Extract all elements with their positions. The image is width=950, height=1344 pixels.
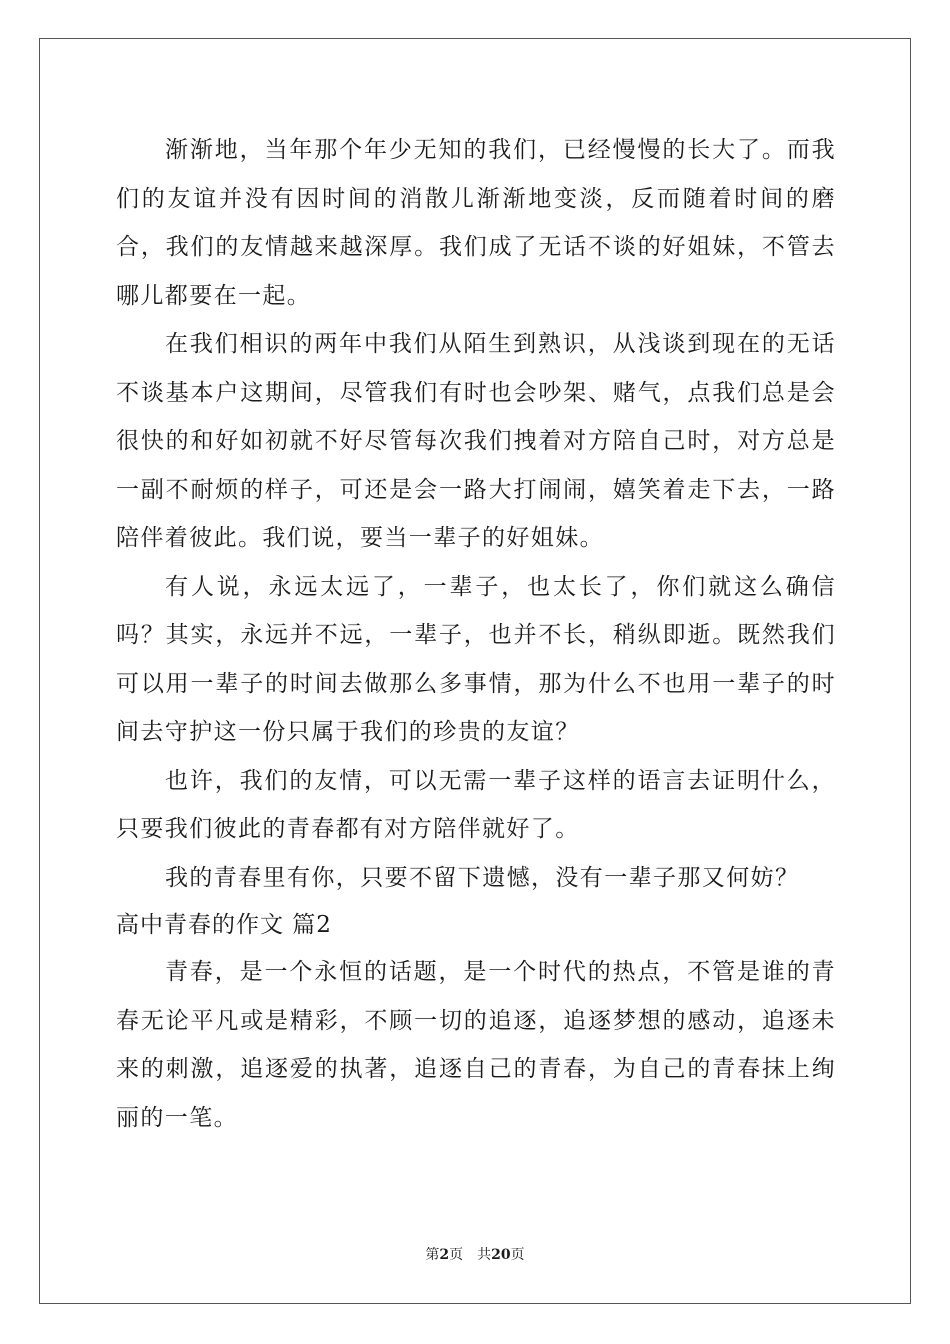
- footer-suffix: 页: [510, 1247, 525, 1263]
- paragraph: 也许，我们的友情，可以无需一辈子这样的语言去证明什么，只要我们彼此的青春都有对方陪伴就好了。: [116, 767, 836, 842]
- paragraph: 青春，是一个永恒的话题，是一个时代的热点，不管是谁的青春无论平凡或是精彩，不顾一切的追逐，追逐梦想的感动，追逐未来的刺激，追逐爱的执著，追逐自己的青春，为自己的青春抹上绚丽的一笔。: [116, 959, 836, 1131]
- page-footer: [0, 1244, 950, 1264]
- paragraph: 我的青春里有你，只要不留下遗憾，没有一辈子那又何妨？: [165, 864, 800, 891]
- total-page-count: 20: [491, 1247, 511, 1263]
- footer-mid: 页 共: [449, 1247, 492, 1263]
- paragraph: 渐渐地，当年那个年少无知的我们，已经慢慢的长大了。而我们的友谊并没有因时间的消散儿渐渐地变淡，反而随着时间的磨合，我们的友情越来越深厚。我们成了无话不谈的好姐妹，不管去哪儿都要在一起。: [116, 137, 836, 309]
- paragraph: 在我们相识的两年中我们从陌生到熟识，从浅谈到现在的无话不谈基本户这期间，尽管我们有时也会吵架、赌气，点我们总是会很快的和好如初就不好尽管每次我们拽着对方陪自己时，对方总是一副不耐烦的样子，可还是会一路大打闹闹，嬉笑着走下去，一路陪伴着彼此。我们说，要当一辈子的好姐妹。: [116, 331, 836, 551]
- section-heading: 高中青春的作文 篇2: [116, 912, 332, 938]
- paragraph: 有人说，永远太远了，一辈子，也太长了，你们就这么确信吗？其实，永远并不远，一辈子，也并不长，稍纵即逝。既然我们可以用一辈子的时间去做那么多事情，那为什么不也用一辈子的时间去守护这一份只属于我们的珍贵的友谊？: [116, 573, 836, 745]
- document-body: [116, 126, 836, 1142]
- footer-prefix: 第: [425, 1247, 440, 1263]
- current-page-number: 2: [439, 1247, 450, 1263]
